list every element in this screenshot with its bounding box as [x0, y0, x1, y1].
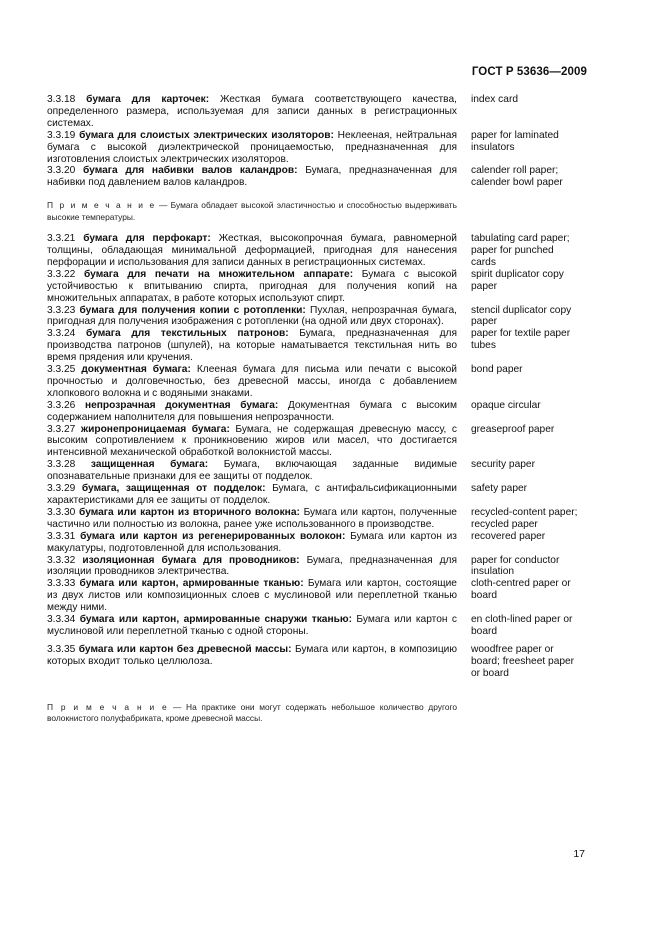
term-english-equivalent: paper for textile paper tubes — [471, 328, 571, 352]
term-number: 3.3.21 — [47, 233, 76, 245]
term-number: 3.3.24 — [47, 328, 76, 340]
term-definition-text: Неклееная, нейтральная бумага с высокой диэлектрической проницаемостью, предназначенная для изготовления слоистых электрических изоляторов. — [47, 129, 457, 165]
term-entry — [47, 614, 587, 638]
note-1-label: П р и м е ч а н и е — [47, 200, 156, 211]
term-name: бумага для перфокарт: — [83, 233, 211, 245]
term-definition-text: Бумага или картон из макулатуры, подготовленной для использования. — [47, 530, 457, 554]
term-definition-text: Бумага с высокой устойчивостью к впитыванию спирта, пригодная для получения копий на множительных аппаратах, в работе которых используют спирт. — [47, 268, 457, 304]
term-english-equivalent: index card — [471, 94, 519, 105]
term-definition-text: Бумага, предназначенная для набивки под давлением валов каландров. — [47, 165, 457, 189]
term-number: 3.3.20 — [47, 165, 76, 177]
entries-group-a — [47, 94, 587, 189]
term-number: 3.3.18 — [47, 94, 76, 105]
note-2 — [47, 702, 457, 725]
term-entry — [47, 531, 587, 555]
term-definition-text: Жесткая, высокопрочная бумага, равномерной толщины, обладающая минимальной деформацией, пригодная для нанесения перфорации и использования для записи данных в регистрационных системах. — [47, 233, 457, 268]
term-definition-text: Бумага, с антифальсификационными характеристиками для ее защиты от подделок. — [47, 483, 457, 506]
term-definition-ru — [47, 400, 457, 424]
term-entry — [47, 459, 587, 483]
note-1-text: — Бумага обладает высокой эластичностью и способностью выдерживать высокие температуры. — [47, 200, 457, 222]
term-definition-ru — [47, 578, 457, 614]
term-definition-text: Бумага или картон, полученные частично или полностью из волокна, ранее уже использованного в производстве. — [47, 506, 457, 530]
term-number: 3.3.34 — [47, 614, 76, 626]
term-entry — [47, 94, 587, 130]
term-entry — [47, 578, 587, 614]
term-number: 3.3.32 — [47, 554, 76, 566]
term-english-equivalent: security paper — [471, 459, 535, 471]
term-name: жиронепроницаемая бумага: — [80, 423, 230, 435]
term-definition-text: Клееная бумага для письма или печати с высокой прочностью и долговечностью, без древесной массы, иногда с добавлением хлопкового волокна и с водяными знаками. — [47, 364, 457, 399]
term-number: 3.3.31 — [47, 530, 76, 542]
term-entry — [47, 305, 587, 329]
term-number: 3.3.22 — [47, 268, 76, 280]
term-name: бумага для набивки валов каландров: — [83, 165, 298, 177]
term-entry — [47, 555, 587, 579]
term-entry — [47, 424, 587, 460]
term-definition-ru — [47, 424, 457, 460]
term-english-equivalent: recycled-content paper; recycled paper — [471, 506, 578, 530]
term-definition-ru — [47, 507, 457, 531]
term-english-equivalent: calender roll paper; calender bowl paper — [471, 165, 563, 189]
term-english-equivalent: recovered paper — [471, 530, 546, 542]
page-number: 17 — [573, 848, 585, 860]
term-name: бумага или картон, армированные тканью: — [79, 578, 304, 590]
term-number: 3.3.19 — [47, 129, 76, 141]
term-name: бумага для получения копии с ротопленки: — [79, 304, 306, 316]
term-name: бумага для печати на множительном аппарате: — [84, 268, 354, 280]
term-entry — [47, 269, 587, 305]
term-definition-ru — [47, 165, 457, 189]
term-number: 3.3.25 — [47, 364, 76, 376]
term-name: документная бумага: — [81, 364, 191, 376]
term-english-equivalent: greaseproof paper — [471, 423, 555, 435]
term-definition-text: Бумага, предназначенная для производства патронов (шпулей), на которые наматывается текстильная нить во время прядения или кручения. — [47, 328, 457, 364]
term-name: изоляционная бумага для проводников: — [82, 554, 300, 566]
term-english-equivalent: opaque circular — [471, 399, 541, 411]
term-entry — [47, 644, 587, 680]
term-entry — [47, 233, 587, 269]
term-entry — [47, 364, 587, 400]
term-english-equivalent: stencil duplicator copy paper — [471, 304, 572, 328]
term-english-equivalent: en cloth-lined paper or board — [471, 614, 573, 637]
term-english-equivalent: woodfree paper or board; freesheet paper or board — [471, 643, 575, 679]
term-english-equivalent: paper for conductor insulation — [471, 554, 560, 578]
term-definition-text: Жесткая бумага соответствующего качества, определенного размера, используемая для записи данных в регистрационных системах. — [47, 94, 457, 129]
term-definition-ru — [47, 614, 457, 638]
term-entry — [47, 400, 587, 424]
term-name: бумага или картон, армированные снаружи тканью: — [79, 614, 352, 626]
document-body — [47, 94, 587, 734]
term-definition-text: Пухлая, непрозрачная бумага, пригодная для получения изображения с ротопленки (на одной или двух сторонах). — [47, 304, 457, 328]
term-entry — [47, 483, 587, 507]
term-english-equivalent: bond paper — [471, 364, 523, 376]
term-definition-ru — [47, 531, 457, 555]
term-number: 3.3.33 — [47, 578, 76, 590]
term-definition-text: Бумага, не содержащая древесную массу, с высоким сопротивлением к проникновению жиров или масел, что достигается интенсивной механической обработкой волокнистой массы. — [47, 423, 457, 459]
term-english-equivalent: spirit duplicator copy paper — [471, 268, 564, 292]
term-definition-text: Бумага или картон, состоящие из двух листов или композиционных слоев с муслиновой или переплетной тканью между ними. — [47, 578, 457, 614]
term-name: бумага или картон без древесной массы: — [78, 643, 292, 655]
term-definition-ru — [47, 364, 457, 400]
term-name: защищенная бумага: — [90, 459, 209, 471]
term-number: 3.3.27 — [47, 423, 76, 435]
term-definition-ru — [47, 305, 457, 329]
term-entry — [47, 507, 587, 531]
term-definition-ru — [47, 459, 457, 483]
term-definition-ru — [47, 233, 457, 269]
term-definition-text: Бумага, включающая заданные видимые опознавательные признаки для ее защиты от подделок. — [47, 459, 457, 483]
term-number: 3.3.29 — [47, 483, 76, 495]
term-number: 3.3.23 — [47, 304, 76, 316]
term-entry — [47, 328, 587, 364]
term-definition-ru — [47, 555, 457, 579]
term-definition-ru — [47, 483, 457, 507]
term-definition-text: Бумага или картон с муслиновой или переплетной тканью с одной стороны. — [47, 614, 457, 637]
term-number: 3.3.30 — [47, 506, 76, 518]
term-english-equivalent: safety paper — [471, 483, 528, 495]
term-name: бумага или картон из вторичного волокна: — [79, 506, 300, 518]
document-header: ГОСТ Р 53636—2009 — [471, 66, 587, 78]
term-english-equivalent: tabulating card paper; paper for punched cards — [471, 233, 570, 268]
term-definition-text: Бумага или картон, в композицию которых входит только целлюлоза. — [47, 643, 457, 667]
term-name: непрозрачная документная бумага: — [84, 399, 279, 411]
term-definition-ru — [47, 328, 457, 364]
term-definition-ru — [47, 269, 457, 305]
term-name: бумага для слоистых электрических изоляторов: — [79, 129, 334, 141]
note-2-text: — На практике они могут содержать небольшое количество другого волокнистого полуфабриката, кроме древесной массы. — [47, 701, 458, 723]
term-entry — [47, 130, 587, 166]
term-definition-ru — [47, 94, 457, 130]
term-name: бумага или картон из регенерированных волокон: — [80, 530, 346, 542]
term-entry — [47, 165, 587, 189]
term-definition-ru — [47, 130, 457, 166]
term-definition-ru — [47, 644, 457, 668]
term-english-equivalent: cloth-centred paper or board — [471, 578, 571, 602]
term-name: бумага для карточек: — [86, 94, 210, 105]
entries-group-b — [47, 233, 587, 680]
term-english-equivalent: paper for laminated insulators — [471, 129, 559, 153]
term-name: бумага, защищенная от подделок: — [81, 483, 266, 495]
term-number: 3.3.28 — [47, 459, 76, 471]
term-definition-text: Документная бумага с высоким содержанием наполнителя для повышения непрозрачности. — [47, 399, 457, 423]
note-1 — [47, 200, 457, 223]
term-name: бумага для текстильных патронов: — [86, 328, 289, 340]
term-number: 3.3.26 — [47, 399, 76, 411]
term-number: 3.3.35 — [47, 643, 76, 655]
term-definition-text: Бумага, предназначенная для изоляции проводников электричества. — [47, 554, 457, 578]
note-2-label: П р и м е ч а н и е — [47, 701, 169, 712]
